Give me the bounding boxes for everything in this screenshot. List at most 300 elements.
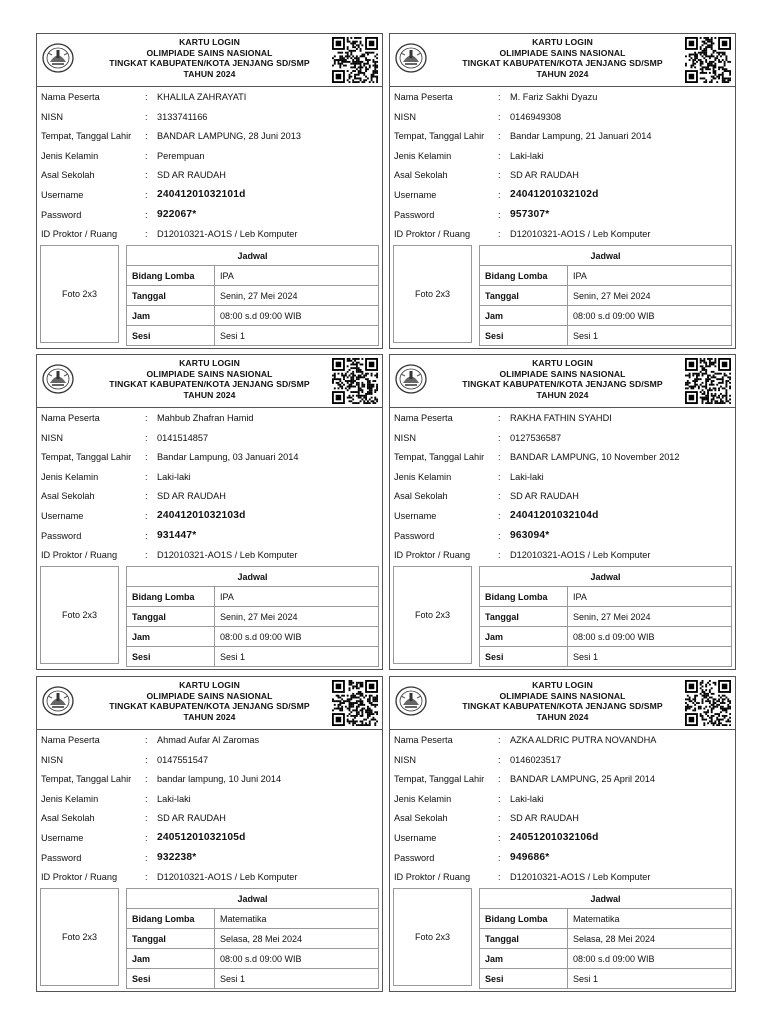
- field-colon: :: [498, 510, 501, 521]
- field-colon: :: [145, 754, 148, 765]
- field-username: [390, 186, 735, 206]
- field-colon: :: [498, 754, 501, 765]
- field-value: SD AR RAUDAH: [157, 491, 226, 502]
- field-proctor: [37, 225, 382, 245]
- field-colon: :: [498, 471, 501, 482]
- participant-fields: [37, 409, 382, 566]
- field-value: RAKHA FATHIN SYAHDI: [510, 413, 612, 423]
- schedule-key: Sesi: [480, 969, 568, 989]
- field-colon: :: [145, 432, 148, 443]
- title-line: KARTU LOGIN: [532, 37, 593, 47]
- field-value: D12010321-AO1S / Leb Komputer: [510, 872, 651, 883]
- title-line: TAHUN 2024: [183, 68, 236, 79]
- field-label: Password: [41, 209, 82, 220]
- schedule-key: Bidang Lomba: [480, 266, 568, 286]
- schedule-key: Bidang Lomba: [127, 266, 215, 286]
- field-label: Password: [41, 530, 82, 541]
- card-header: [390, 677, 735, 730]
- field-label: NISN: [41, 432, 63, 443]
- field-nisn: [37, 751, 382, 771]
- field-label: Nama Peserta: [41, 92, 100, 102]
- field-colon: :: [498, 813, 501, 824]
- schedule-key: Tanggal: [127, 929, 215, 949]
- title-line: KARTU LOGIN: [179, 680, 240, 690]
- field-label: Username: [41, 832, 84, 843]
- table-row: [480, 949, 732, 969]
- field-value: bandar lampung, 10 Juni 2014: [157, 774, 282, 785]
- field-school: [390, 166, 735, 186]
- field-value: D12010321-AO1S / Leb Komputer: [157, 550, 298, 561]
- schedule-value: IPA: [568, 266, 732, 286]
- field-label: Username: [41, 510, 84, 521]
- title-line: TINGKAT KABUPATEN/KOTA JENJANG SD/SMP: [462, 58, 663, 69]
- field-label: Password: [41, 852, 82, 863]
- tut-wuri-handayani-logo-icon: [41, 41, 75, 75]
- field-nisn: [390, 751, 735, 771]
- field-colon: :: [498, 452, 501, 463]
- schedule-key: Jam: [480, 949, 568, 969]
- field-colon: :: [145, 510, 148, 521]
- field-value: Laki-laki: [157, 471, 191, 482]
- field-label: ID Proktor / Ruang: [41, 550, 118, 561]
- schedule-table: [126, 245, 379, 346]
- field-colon: :: [145, 131, 148, 142]
- username-value: 24041201032104d: [510, 509, 599, 521]
- table-row: [127, 909, 379, 929]
- field-value: M. Fariz Sakhi Dyazu: [510, 92, 598, 102]
- title-line: KARTU LOGIN: [532, 680, 593, 690]
- schedule-value: Sesi 1: [215, 969, 379, 989]
- field-name: [37, 409, 382, 429]
- schedule-value: Selasa, 28 Mei 2024: [568, 929, 732, 949]
- field-proctor: [37, 546, 382, 566]
- title-line: TINGKAT KABUPATEN/KOTA JENJANG SD/SMP: [109, 58, 310, 69]
- field-value: SD AR RAUDAH: [510, 170, 579, 181]
- qr-code-icon: [685, 37, 731, 83]
- schedule-heading: Jadwal: [480, 889, 732, 909]
- participant-fields: [390, 88, 735, 245]
- field-label: ID Proktor / Ruang: [41, 229, 118, 240]
- field-value: D12010321-AO1S / Leb Komputer: [510, 550, 651, 561]
- schedule-value: 08:00 s.d 09:00 WIB: [568, 306, 732, 326]
- schedule-key: Bidang Lomba: [127, 909, 215, 929]
- field-colon: :: [498, 432, 501, 443]
- schedule-key: Sesi: [127, 647, 215, 667]
- field-label: Jenis Kelamin: [394, 793, 452, 804]
- table-row: [127, 627, 379, 647]
- field-colon: :: [145, 530, 148, 541]
- title-line: TAHUN 2024: [536, 389, 589, 400]
- field-name: [390, 409, 735, 429]
- participant-fields: [390, 409, 735, 566]
- qr-code-icon: [332, 37, 378, 83]
- title-line: OLIMPIADE SAINS NASIONAL: [146, 690, 273, 701]
- field-label: NISN: [394, 432, 416, 443]
- schedule-key: Tanggal: [480, 929, 568, 949]
- schedule-key: Sesi: [127, 969, 215, 989]
- field-value: Mahbub Zhafran Hamid: [157, 413, 254, 423]
- table-row: [480, 587, 732, 607]
- login-card: [36, 33, 383, 349]
- qr-code-icon: [332, 358, 378, 404]
- photo-placeholder: Foto 2x3: [40, 566, 119, 664]
- title-line: OLIMPIADE SAINS NASIONAL: [499, 368, 626, 379]
- field-label: Jenis Kelamin: [394, 150, 452, 161]
- tut-wuri-handayani-logo-icon: [41, 684, 75, 718]
- field-birth: [390, 448, 735, 468]
- field-label: Asal Sekolah: [394, 491, 448, 502]
- field-birth: [390, 127, 735, 147]
- field-value: D12010321-AO1S / Leb Komputer: [510, 229, 651, 240]
- field-label: Nama Peserta: [394, 735, 453, 745]
- photo-placeholder: Foto 2x3: [393, 888, 472, 986]
- field-school: [390, 809, 735, 829]
- tut-wuri-handayani-logo-icon: [394, 41, 428, 75]
- field-value: 3133741166: [157, 111, 208, 122]
- title-line: TAHUN 2024: [536, 68, 589, 79]
- field-password: [390, 849, 735, 869]
- field-colon: :: [498, 793, 501, 804]
- field-colon: :: [145, 229, 148, 240]
- field-name: [37, 88, 382, 108]
- field-label: Asal Sekolah: [41, 170, 95, 181]
- password-value: 949686*: [510, 851, 550, 863]
- field-label: Tempat, Tanggal Lahir: [41, 131, 132, 142]
- card-header: [37, 677, 382, 730]
- field-value: SD AR RAUDAH: [510, 491, 579, 502]
- field-label: Jenis Kelamin: [41, 793, 99, 804]
- field-value: SD AR RAUDAH: [157, 813, 226, 824]
- password-value: 922067*: [157, 208, 197, 220]
- schedule-key: Jam: [127, 306, 215, 326]
- field-proctor: [390, 546, 735, 566]
- field-colon: :: [498, 229, 501, 240]
- field-colon: :: [145, 491, 148, 502]
- field-label: Password: [394, 530, 435, 541]
- field-colon: :: [498, 111, 501, 122]
- field-school: [390, 487, 735, 507]
- field-value: BANDAR LAMPUNG, 10 November 2012: [510, 452, 680, 463]
- field-label: Tempat, Tanggal Lahir: [41, 452, 132, 463]
- password-value: 932238*: [157, 851, 197, 863]
- field-birth: [37, 448, 382, 468]
- field-gender: [390, 790, 735, 810]
- field-name: [37, 731, 382, 751]
- title-line: KARTU LOGIN: [179, 37, 240, 47]
- field-label: Password: [394, 209, 435, 220]
- field-password: [37, 849, 382, 869]
- field-label: NISN: [41, 754, 63, 765]
- field-colon: :: [498, 150, 501, 161]
- title-line: TINGKAT KABUPATEN/KOTA JENJANG SD/SMP: [462, 379, 663, 390]
- table-row: [480, 627, 732, 647]
- field-value: BANDAR LAMPUNG, 25 April 2014: [510, 774, 656, 785]
- field-value: BANDAR LAMPUNG, 28 Juni 2013: [157, 131, 301, 142]
- schedule-value: Sesi 1: [215, 326, 379, 346]
- field-label: Tempat, Tanggal Lahir: [41, 774, 132, 785]
- qr-code-icon: [332, 680, 378, 726]
- card-bottom: [393, 888, 732, 987]
- field-label: Username: [394, 510, 437, 521]
- field-colon: :: [145, 413, 148, 423]
- field-colon: :: [145, 832, 148, 843]
- schedule-value: 08:00 s.d 09:00 WIB: [568, 627, 732, 647]
- card-title: [430, 37, 695, 79]
- field-colon: :: [498, 189, 501, 200]
- username-value: 24041201032101d: [157, 188, 246, 200]
- schedule-key: Sesi: [480, 647, 568, 667]
- schedule-key: Bidang Lomba: [480, 587, 568, 607]
- field-label: Jenis Kelamin: [41, 471, 99, 482]
- field-value: D12010321-AO1S / Leb Komputer: [157, 229, 298, 240]
- field-label: NISN: [394, 111, 416, 122]
- table-row: [480, 306, 732, 326]
- schedule-table: [479, 245, 732, 346]
- table-row: [480, 929, 732, 949]
- card-title: [430, 358, 695, 400]
- table-row: [127, 607, 379, 627]
- schedule-heading: Jadwal: [480, 567, 732, 587]
- field-label: Username: [41, 189, 84, 200]
- login-card: [36, 676, 383, 992]
- field-label: Asal Sekolah: [394, 813, 448, 824]
- field-value: AZKA ALDRIC PUTRA NOVANDHA: [510, 735, 657, 745]
- schedule-key: Bidang Lomba: [127, 587, 215, 607]
- field-colon: :: [145, 852, 148, 863]
- schedule-heading: Jadwal: [127, 246, 379, 266]
- field-colon: :: [498, 550, 501, 561]
- card-bottom: [393, 566, 732, 665]
- field-value: SD AR RAUDAH: [510, 813, 579, 824]
- schedule-table: [479, 888, 732, 989]
- photo-placeholder: Foto 2x3: [40, 245, 119, 343]
- field-value: Bandar Lampung, 21 Januari 2014: [510, 131, 652, 142]
- field-colon: :: [498, 131, 501, 142]
- table-row: [480, 286, 732, 306]
- title-line: TAHUN 2024: [183, 711, 236, 722]
- field-birth: [37, 770, 382, 790]
- schedule-table: [126, 566, 379, 667]
- table-row: [480, 969, 732, 989]
- field-username: [37, 507, 382, 527]
- field-colon: :: [145, 111, 148, 122]
- schedule-value: Sesi 1: [568, 969, 732, 989]
- field-value: Ahmad Aufar Al Zaromas: [157, 735, 260, 745]
- field-value: Laki-laki: [510, 471, 544, 482]
- schedule-heading: Jadwal: [127, 567, 379, 587]
- title-line: TAHUN 2024: [183, 389, 236, 400]
- field-school: [37, 166, 382, 186]
- participant-fields: [390, 731, 735, 888]
- title-line: TAHUN 2024: [536, 711, 589, 722]
- tut-wuri-handayani-logo-icon: [394, 684, 428, 718]
- password-value: 957307*: [510, 208, 550, 220]
- field-colon: :: [498, 491, 501, 502]
- participant-fields: [37, 88, 382, 245]
- qr-code-icon: [685, 680, 731, 726]
- schedule-value: Selasa, 28 Mei 2024: [215, 929, 379, 949]
- field-gender: [390, 468, 735, 488]
- field-username: [390, 829, 735, 849]
- schedule-value: 08:00 s.d 09:00 WIB: [215, 949, 379, 969]
- field-label: ID Proktor / Ruang: [394, 550, 471, 561]
- table-row: [127, 326, 379, 346]
- field-password: [37, 206, 382, 226]
- table-row: [480, 647, 732, 667]
- field-password: [37, 527, 382, 547]
- schedule-value: 08:00 s.d 09:00 WIB: [215, 627, 379, 647]
- field-colon: :: [498, 872, 501, 883]
- field-label: Jenis Kelamin: [41, 150, 99, 161]
- field-colon: :: [145, 150, 148, 161]
- field-label: Asal Sekolah: [41, 491, 95, 502]
- schedule-key: Jam: [480, 627, 568, 647]
- field-value: 0146023517: [510, 754, 562, 765]
- field-colon: :: [145, 550, 148, 561]
- field-label: NISN: [394, 754, 416, 765]
- login-card: [36, 354, 383, 670]
- field-username: [37, 829, 382, 849]
- table-row: [127, 647, 379, 667]
- field-colon: :: [145, 170, 148, 181]
- field-label: Jenis Kelamin: [394, 471, 452, 482]
- field-label: ID Proktor / Ruang: [41, 872, 118, 883]
- schedule-value: Senin, 27 Mei 2024: [568, 286, 732, 306]
- schedule-value: IPA: [215, 587, 379, 607]
- field-value: 0127536587: [510, 432, 562, 443]
- field-password: [390, 206, 735, 226]
- field-proctor: [390, 868, 735, 888]
- schedule-value: Sesi 1: [568, 647, 732, 667]
- field-value: Laki-laki: [510, 793, 544, 804]
- schedule-key: Jam: [127, 627, 215, 647]
- card-header: [390, 34, 735, 87]
- field-colon: :: [498, 413, 501, 423]
- field-gender: [37, 468, 382, 488]
- field-colon: :: [498, 209, 501, 220]
- title-line: OLIMPIADE SAINS NASIONAL: [499, 47, 626, 58]
- username-value: 24041201032102d: [510, 188, 599, 200]
- field-value: Perempuan: [157, 150, 205, 161]
- schedule-key: Jam: [480, 306, 568, 326]
- field-colon: :: [498, 530, 501, 541]
- schedule-key: Tanggal: [480, 607, 568, 627]
- card-header: [37, 355, 382, 408]
- photo-placeholder: Foto 2x3: [40, 888, 119, 986]
- table-row: [127, 587, 379, 607]
- table-row: [127, 969, 379, 989]
- table-row: [127, 949, 379, 969]
- field-label: Tempat, Tanggal Lahir: [394, 131, 485, 142]
- field-colon: :: [145, 452, 148, 463]
- field-value: KHALILA ZAHRAYATI: [157, 92, 247, 102]
- table-row: [127, 286, 379, 306]
- schedule-heading: Jadwal: [480, 246, 732, 266]
- title-line: KARTU LOGIN: [179, 358, 240, 368]
- field-colon: :: [145, 813, 148, 824]
- table-row: [480, 326, 732, 346]
- participant-fields: [37, 731, 382, 888]
- field-label: NISN: [41, 111, 63, 122]
- schedule-value: Sesi 1: [215, 647, 379, 667]
- field-value: D12010321-AO1S / Leb Komputer: [157, 872, 298, 883]
- card-title: [77, 358, 342, 400]
- title-line: OLIMPIADE SAINS NASIONAL: [146, 368, 273, 379]
- field-gender: [37, 790, 382, 810]
- field-gender: [390, 147, 735, 167]
- field-label: Username: [394, 189, 437, 200]
- table-row: [480, 266, 732, 286]
- card-bottom: [40, 245, 379, 344]
- field-label: Tempat, Tanggal Lahir: [394, 452, 485, 463]
- card-header: [37, 34, 382, 87]
- login-card: [389, 33, 736, 349]
- field-label: Nama Peserta: [41, 735, 100, 745]
- table-row: [480, 607, 732, 627]
- field-password: [390, 527, 735, 547]
- title-line: TINGKAT KABUPATEN/KOTA JENJANG SD/SMP: [109, 701, 310, 712]
- field-colon: :: [145, 774, 148, 785]
- field-value: Laki-laki: [157, 793, 191, 804]
- schedule-key: Sesi: [127, 326, 215, 346]
- schedule-heading: Jadwal: [127, 889, 379, 909]
- field-label: Asal Sekolah: [394, 170, 448, 181]
- field-birth: [390, 770, 735, 790]
- schedule-value: 08:00 s.d 09:00 WIB: [215, 306, 379, 326]
- card-title: [430, 680, 695, 722]
- field-label: Nama Peserta: [394, 413, 453, 423]
- table-row: [127, 306, 379, 326]
- field-colon: :: [498, 852, 501, 863]
- card-header: [390, 355, 735, 408]
- schedule-value: IPA: [215, 266, 379, 286]
- password-value: 931447*: [157, 529, 197, 541]
- username-value: 24051201032106d: [510, 831, 599, 843]
- schedule-table: [479, 566, 732, 667]
- schedule-key: Tanggal: [127, 286, 215, 306]
- schedule-value: Sesi 1: [568, 326, 732, 346]
- field-nisn: [390, 429, 735, 449]
- field-colon: :: [498, 170, 501, 181]
- username-value: 24041201032103d: [157, 509, 246, 521]
- login-card: [389, 676, 736, 992]
- schedule-key: Tanggal: [127, 607, 215, 627]
- field-school: [37, 809, 382, 829]
- field-label: Nama Peserta: [41, 413, 100, 423]
- qr-code-icon: [685, 358, 731, 404]
- table-row: [127, 929, 379, 949]
- field-label: Nama Peserta: [394, 92, 453, 102]
- field-colon: :: [145, 189, 148, 200]
- schedule-key: Bidang Lomba: [480, 909, 568, 929]
- field-name: [390, 731, 735, 751]
- field-colon: :: [498, 774, 501, 785]
- schedule-key: Sesi: [480, 326, 568, 346]
- field-colon: :: [498, 832, 501, 843]
- card-bottom: [393, 245, 732, 344]
- field-value: 0147551547: [157, 754, 209, 765]
- photo-placeholder: Foto 2x3: [393, 245, 472, 343]
- schedule-key: Jam: [127, 949, 215, 969]
- field-label: ID Proktor / Ruang: [394, 872, 471, 883]
- photo-placeholder: Foto 2x3: [393, 566, 472, 664]
- field-nisn: [37, 108, 382, 128]
- card-title: [77, 37, 342, 79]
- schedule-value: Senin, 27 Mei 2024: [215, 286, 379, 306]
- schedule-value: IPA: [568, 587, 732, 607]
- field-value: 0141514857: [157, 432, 209, 443]
- field-value: Laki-laki: [510, 150, 544, 161]
